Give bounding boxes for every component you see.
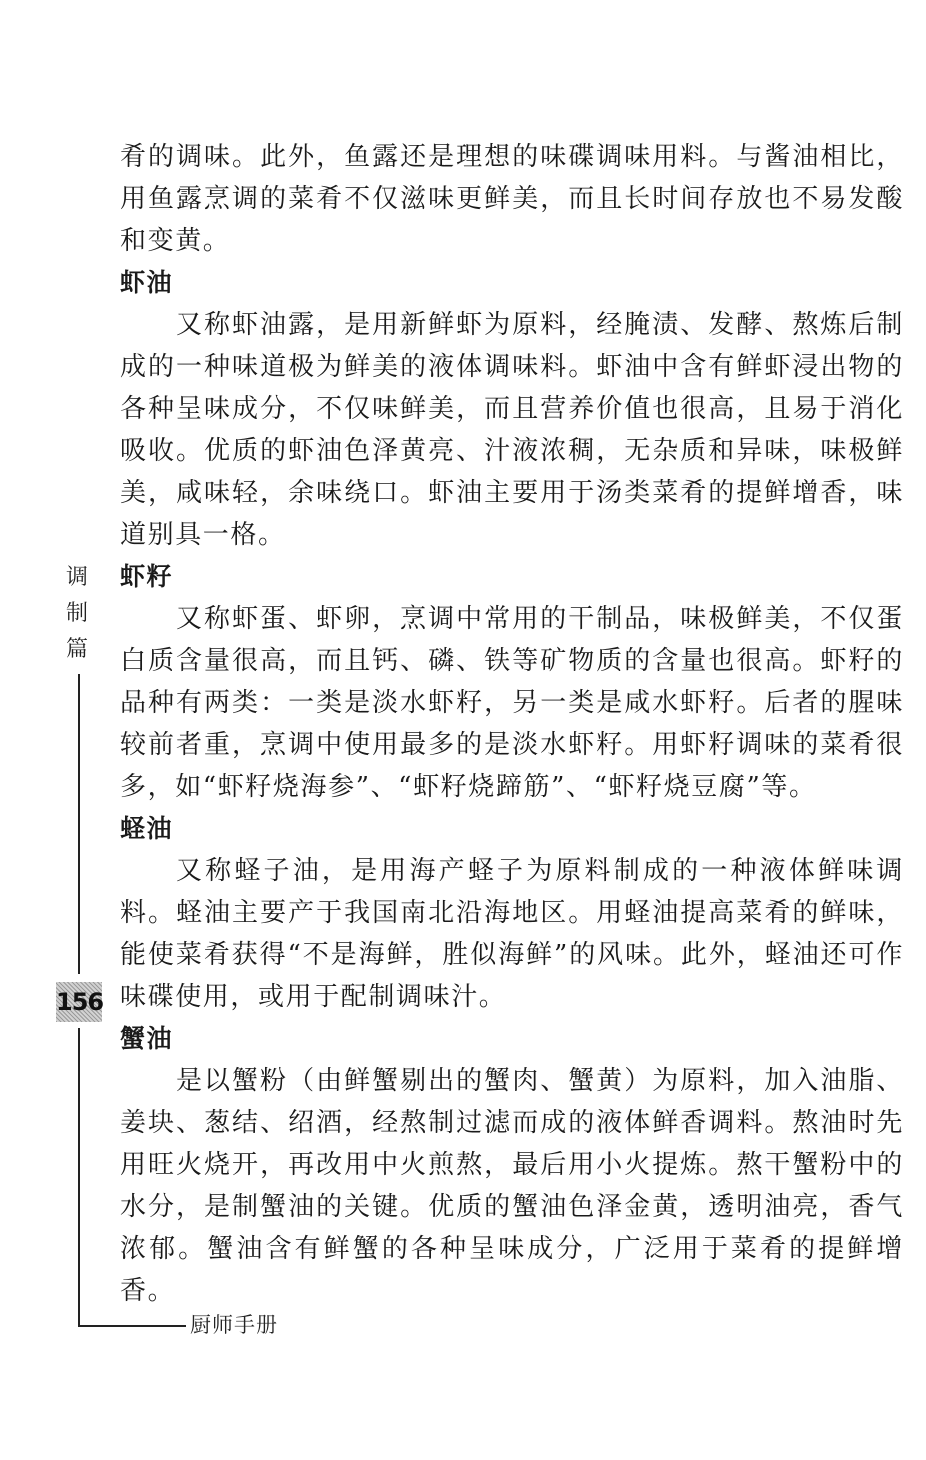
footer-rule bbox=[78, 1325, 186, 1327]
section-heading-shrimp-roe: 虾籽 bbox=[120, 562, 174, 591]
margin-rule-bottom bbox=[78, 1028, 80, 1326]
side-label-char: 篇 bbox=[65, 637, 88, 662]
section-heading-crab-oil: 蟹油 bbox=[120, 1024, 174, 1053]
section-body-razor-clam-oil: 又称蛏子油，是用海产蛏子为原料制成的一种液体鲜味调料。蛏油主要产于我国南北沿海地区。用蛏油提高菜肴的鲜味，能使菜肴获得“不是海鲜，胜似海鲜”的风味。此外，蛏油还可作味碟使用，或用于配制调味汁。 bbox=[120, 856, 904, 1012]
side-label-char: 调 bbox=[65, 565, 88, 590]
section-heading-razor-clam-oil: 蛏油 bbox=[120, 814, 174, 843]
book-title: 厨师手册 bbox=[190, 1313, 278, 1337]
section-body-shrimp-oil: 又称虾油露，是用新鲜虾为原料，经腌渍、发酵、熬炼后制成的一种味道极为鲜美的液体调味料。虾油中含有鲜虾浸出物的各种呈味成分，不仅味鲜美，而且营养价值也很高，且易于消化吸收。优质的虾油色泽黄亮、汁液浓稠，无杂质和异味，味极鲜美，咸味轻，余味绕口。虾油主要用于汤类菜肴的提鲜增香，味道别具一格。 bbox=[120, 310, 904, 550]
section-side-label bbox=[63, 560, 91, 668]
page-body bbox=[120, 136, 904, 1312]
page-number: 156 bbox=[56, 982, 102, 1022]
section-body-shrimp-roe: 又称虾蛋、虾卵，烹调中常用的干制品，味极鲜美，不仅蛋白质含量很高，而且钙、磷、铁等矿物质的含量也很高。虾籽的品种有两类：一类是淡水虾籽，另一类是咸水虾籽。后者的腥味较前者重，烹调中使用最多的是淡水虾籽。用虾籽调味的菜肴很多，如“虾籽烧海参”、“虾籽烧蹄筋”、“虾籽烧豆腐”等。 bbox=[120, 604, 904, 802]
intro-paragraph: 肴的调味。此外，鱼露还是理想的味碟调味用料。与酱油相比，用鱼露烹调的菜肴不仅滋味更鲜美，而且长时间存放也不易发酸和变黄。 bbox=[120, 142, 904, 256]
side-label-char: 制 bbox=[65, 601, 88, 626]
section-heading-shrimp-oil: 虾油 bbox=[120, 268, 174, 297]
section-body-crab-oil: 是以蟹粉（由鲜蟹剔出的蟹肉、蟹黄）为原料，加入油脂、姜块、葱结、绍酒，经熬制过滤而成的液体鲜香调料。熬油时先用旺火烧开，再改用中火煎熬，最后用小火提炼。熬干蟹粉中的水分，是制蟹油的关键。优质的蟹油色泽金黄，透明油亮，香气浓郁。蟹油含有鲜蟹的各种呈味成分，广泛用于菜肴的提鲜增香。 bbox=[120, 1066, 904, 1306]
margin-rule-top bbox=[78, 674, 80, 974]
